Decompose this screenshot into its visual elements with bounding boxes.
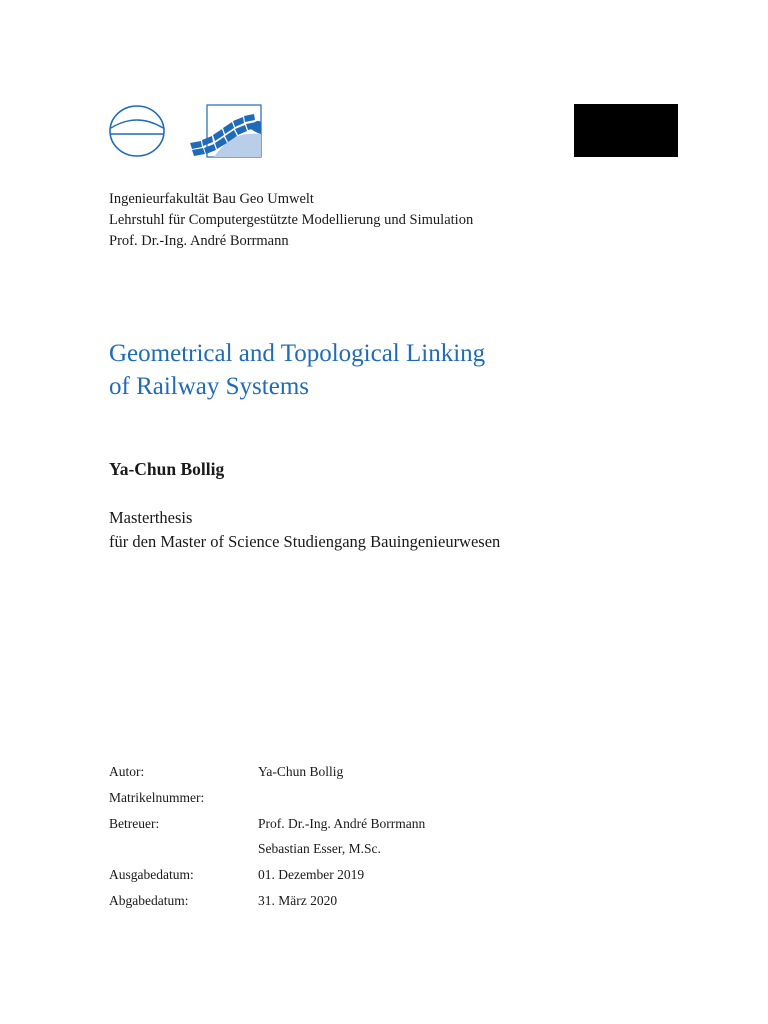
title-line-2: of Railway Systems xyxy=(109,373,309,400)
metadata-label: Ausgabedatum: xyxy=(109,867,194,883)
thesis-program: für den Master of Science Studiengang Bauingenieurwesen xyxy=(109,532,501,551)
metadata-value: Prof. Dr.-Ing. André Borrmann xyxy=(258,815,426,831)
chair-name: Lehrstuhl für Computergestützte Modellierung und Simulation xyxy=(109,212,474,228)
metadata-row xyxy=(109,764,425,790)
metadata-value: 31. März 2020 xyxy=(258,892,338,908)
faculty-name: Ingenieurfakultät Bau Geo Umwelt xyxy=(109,191,314,207)
black-block-logo xyxy=(574,104,678,157)
metadata-table xyxy=(109,764,425,919)
metadata-row xyxy=(109,816,425,842)
thesis-info xyxy=(109,506,500,554)
metadata-label: Betreuer: xyxy=(109,815,160,831)
institution-block xyxy=(109,189,473,252)
metadata-value: 01. Dezember 2019 xyxy=(258,867,365,883)
document-title xyxy=(109,337,669,403)
bridge-logo-icon xyxy=(190,104,262,158)
metadata-value: Sebastian Esser, M.Sc. xyxy=(258,841,381,857)
metadata-label: Abgabedatum: xyxy=(109,892,189,908)
circle-logo-icon xyxy=(108,104,166,158)
metadata-row xyxy=(109,867,425,893)
title-line-1: Geometrical and Topological Linking xyxy=(109,340,486,367)
author-name: Ya-Chun Bollig xyxy=(109,459,225,479)
metadata-row xyxy=(109,790,425,816)
metadata-label: Matrikelnummer: xyxy=(109,789,205,805)
metadata-value: Ya-Chun Bollig xyxy=(258,764,344,779)
metadata-row xyxy=(109,893,425,919)
metadata-label: Autor: xyxy=(109,764,145,779)
metadata-row xyxy=(109,841,425,867)
thesis-type: Masterthesis xyxy=(109,508,193,527)
professor-name: Prof. Dr.-Ing. André Borrmann xyxy=(109,233,289,249)
